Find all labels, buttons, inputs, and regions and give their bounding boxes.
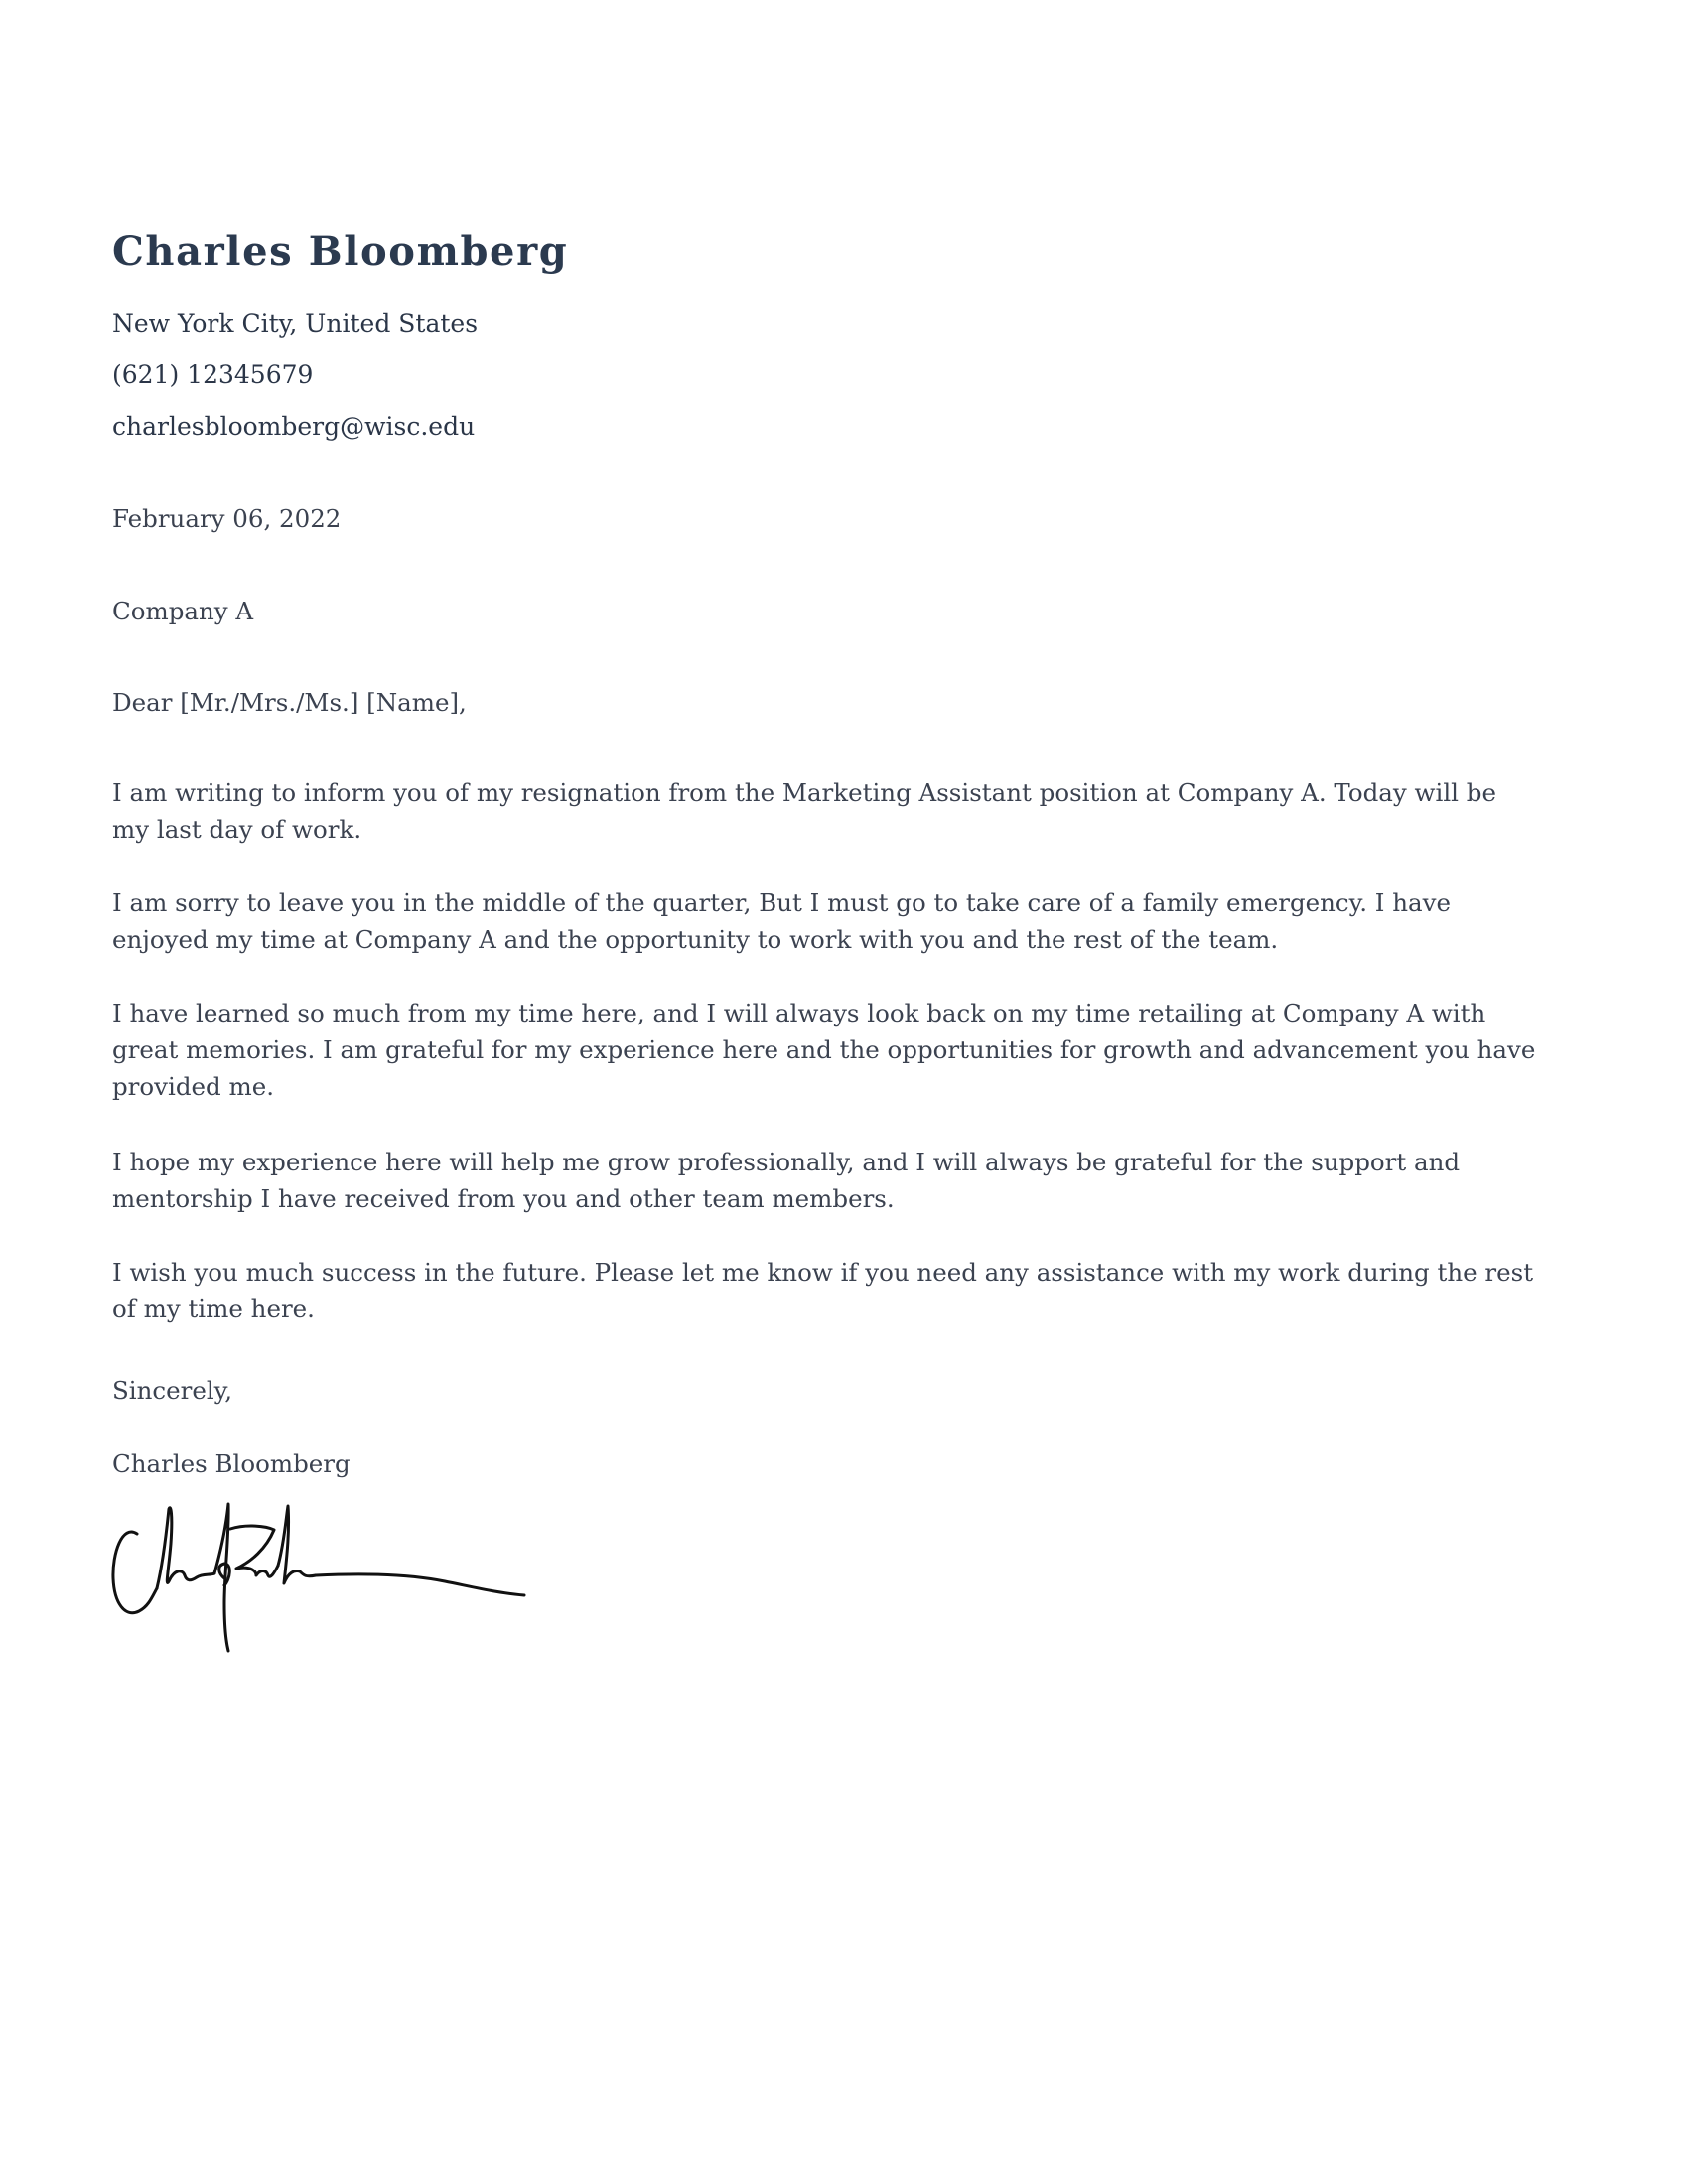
paragraph-line: I am sorry to leave you in the middle of the quarter, But I must go to take care of a family emergency. I have: [112, 888, 1451, 917]
paragraph-line: enjoyed my time at Company A and the opportunity to work with you and the rest of the team.: [112, 925, 1279, 954]
letter-date: February 06, 2022: [112, 504, 342, 533]
recipient-company: Company A: [112, 597, 254, 625]
paragraph-line: I hope my experience here will help me grow professionally, and I will always be grateful for the support and: [112, 1148, 1461, 1176]
signature-stroke-tail: [316, 1574, 524, 1595]
sender-location: New York City, United States: [112, 309, 479, 338]
signature-stroke-h: [157, 1508, 214, 1588]
signature-name: Charles Bloomberg: [112, 1449, 351, 1478]
paragraph-line: mentorship I have received from you and other team members.: [112, 1184, 895, 1213]
sender-phone: (621) 12345679: [112, 360, 314, 389]
paragraph-line: my last day of work.: [112, 815, 362, 844]
salutation: Dear [Mr./Mrs./Ms.] [Name],: [112, 688, 467, 717]
paragraph-line: provided me.: [112, 1072, 274, 1101]
closing: Sincerely,: [112, 1376, 233, 1405]
signature-stroke-b: [230, 1526, 278, 1576]
paragraph-2: [112, 885, 1451, 958]
paragraph-line: I am writing to inform you of my resignation from the Marketing Assistant position at Company A. Today will be: [112, 778, 1496, 807]
paragraph-line: great memories. I am grateful for my experience here and the opportunities for growth and advancement you have: [112, 1035, 1536, 1064]
sender-name-heading: Charles Bloomberg: [112, 228, 569, 275]
sender-contact-block: [112, 298, 478, 453]
paragraph-4: [112, 1144, 1460, 1217]
handwritten-signature-icon: [107, 1494, 534, 1653]
signature-stroke-l: [278, 1506, 316, 1583]
paragraph-1: [112, 774, 1496, 848]
signature-stroke-c: [113, 1532, 157, 1613]
paragraph-line: I have learned so much from my time here, and I will always look back on my time retailing at Company A with: [112, 999, 1486, 1027]
paragraph-5: [112, 1254, 1533, 1327]
sender-email[interactable]: charlesbloomberg@wisc.edu: [112, 412, 476, 441]
paragraph-line: of my time here.: [112, 1295, 315, 1323]
paragraph-3: [112, 995, 1535, 1105]
paragraph-line: I wish you much success in the future. Please let me know if you need any assistance with my work during the rest: [112, 1258, 1534, 1287]
